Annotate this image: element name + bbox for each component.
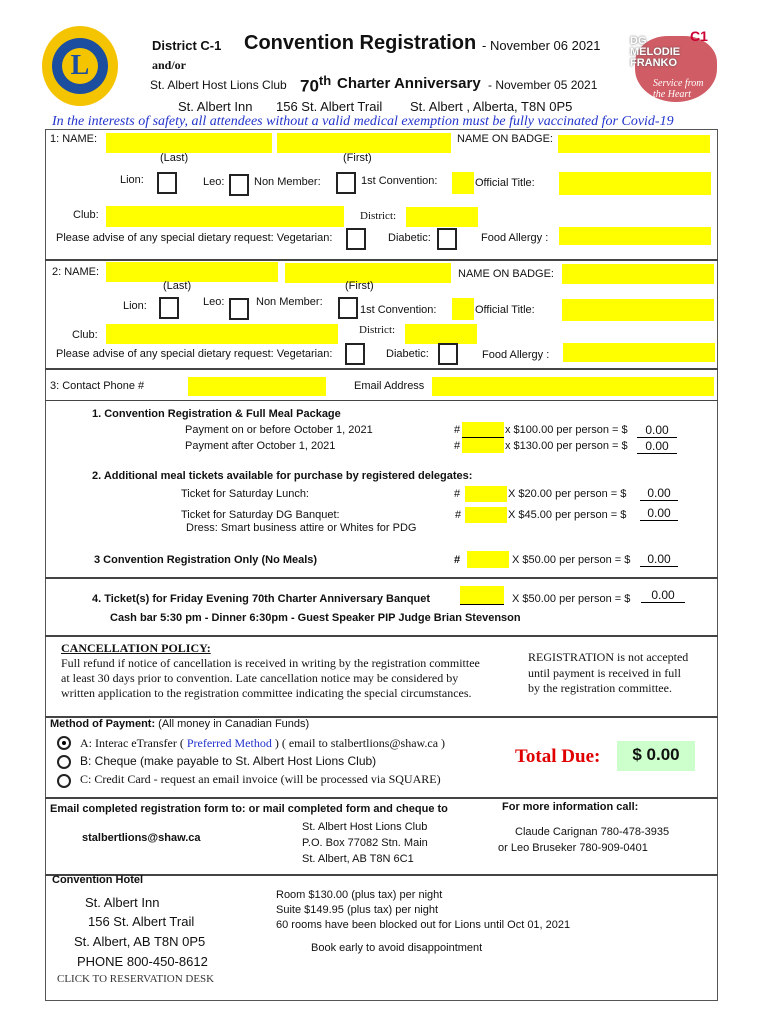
item2b-qty-input[interactable] — [465, 507, 507, 523]
food-allergy-input[interactable] — [559, 227, 711, 245]
vegetarian-checkbox[interactable] — [345, 343, 365, 365]
payment-option-b: B: Cheque (make payable to St. Albert Host Lions Club) — [80, 754, 377, 768]
official-title-label: Official Title: — [475, 304, 535, 316]
cancellation-title: CANCELLATION POLICY: — [61, 641, 211, 655]
food-allergy-label: Food Allergy : — [482, 349, 550, 361]
hotel-name: St. Albert Inn — [85, 895, 160, 910]
first-convention-label: 1st Convention: — [360, 304, 437, 316]
item2b-total: 0.00 — [640, 506, 678, 521]
item3-qty-input[interactable] — [467, 551, 509, 568]
divider — [45, 577, 718, 579]
cancellation-text: at least 30 days prior to convention. Late cancellation notice may be considered by — [61, 671, 459, 685]
item1b-price: x $130.00 per person = $ — [505, 440, 628, 452]
first-convention-input[interactable] — [452, 172, 474, 194]
dietary-label: Please advise of any special dietary request: Vegetarian: — [56, 348, 333, 360]
email-input[interactable] — [432, 377, 714, 396]
payment-radio-cheque[interactable] — [57, 755, 71, 769]
contact-phone: Claude Carignan 780-478-3935 — [515, 826, 670, 838]
item3-total: 0.00 — [640, 552, 678, 567]
item2a-label: Ticket for Saturday Lunch: — [181, 488, 309, 500]
phone-label: 3: Contact Phone # — [50, 380, 145, 392]
non-member-checkbox[interactable] — [336, 172, 356, 194]
registration-note: REGISTRATION is not accepted — [528, 650, 689, 664]
hotel-address: St. Albert, AB T8N 0P5 — [74, 934, 206, 949]
payment-method-label: Method of Payment: (All money in Canadian Funds) — [50, 718, 310, 730]
anniversary-number: 70th — [300, 73, 332, 96]
info-label: For more information call: — [502, 801, 639, 813]
hotel-label: Convention Hotel — [52, 874, 144, 886]
registration-note: by the registration committee. — [528, 681, 672, 695]
hash: # — [454, 424, 461, 436]
official-title-input[interactable] — [562, 299, 714, 321]
hotel-phone: PHONE 800-450-8612 — [77, 954, 208, 969]
email-label: Email Address — [354, 380, 425, 392]
first-convention-label: 1st Convention: — [361, 175, 438, 187]
banquet-note: Cash bar 5:30 pm - Dinner 6:30pm - Guest Speaker PIP Judge Brian Stevenson — [110, 612, 521, 624]
item1b-qty-input[interactable] — [462, 438, 504, 453]
cancellation-text: written application to the registration committee indicating the special circumstances. — [61, 686, 472, 700]
name-label: 1: NAME: — [50, 133, 98, 145]
anniversary-title: Charter Anniversary — [337, 75, 481, 92]
divider — [45, 797, 718, 799]
club-label: Club: — [73, 209, 99, 221]
badge-name-input[interactable] — [558, 135, 710, 153]
lion-checkbox[interactable] — [157, 172, 177, 194]
item4-price: X $50.00 per person = $ — [512, 593, 631, 605]
dg-heart-logo: DG MELODIE FRANKO C1 Service from the Heart — [625, 28, 725, 108]
non-member-label: Non Member: — [256, 296, 323, 308]
book-early: Book early to avoid disappointment — [311, 942, 483, 954]
mail-address: St. Albert, AB T8N 6C1 — [302, 853, 414, 865]
mail-address: P.O. Box 77082 Stn. Main — [302, 837, 428, 849]
badge-label: NAME ON BADGE: — [457, 133, 553, 145]
non-member-label: Non Member: — [254, 176, 321, 188]
diabetic-checkbox[interactable] — [437, 228, 457, 250]
item1b-total: 0.00 — [637, 439, 677, 454]
item1a-label: Payment on or before October 1, 2021 — [185, 424, 373, 436]
item2a-price: X $20.00 per person = $ — [508, 488, 627, 500]
item4-total: 0.00 — [641, 588, 685, 603]
convention-date: - November 06 2021 — [482, 38, 601, 53]
leo-checkbox[interactable] — [229, 298, 249, 320]
contact-phone: or Leo Bruseker 780-909-0401 — [498, 842, 648, 854]
venue-city: St. Albert , Alberta, T8N 0P5 — [410, 99, 573, 114]
leo-checkbox[interactable] — [229, 174, 249, 196]
total-due-label: Total Due: — [515, 746, 601, 767]
food-allergy-input[interactable] — [563, 343, 715, 362]
payment-option-c: C: Credit Card - request an email invoice (will be processed via SQUARE) — [80, 772, 441, 786]
item1a-price: x $100.00 per person = $ — [505, 424, 628, 436]
divider — [45, 259, 718, 261]
leo-label: Leo: — [203, 296, 225, 308]
diabetic-label: Diabetic: — [386, 348, 429, 360]
divider — [45, 368, 718, 370]
submission-email[interactable]: stalbertlions@shaw.ca — [82, 832, 201, 844]
district-label: District: — [359, 324, 396, 336]
club-input[interactable] — [106, 324, 338, 344]
item1a-total: 0.00 — [637, 423, 677, 438]
item3-price: X $50.00 per person = $ — [512, 554, 631, 566]
hash: # — [454, 440, 461, 452]
anniversary-date: - November 05 2021 — [488, 78, 598, 92]
lion-label: Lion: — [120, 174, 144, 186]
total-due-value: $ 0.00 — [617, 741, 695, 771]
item4-qty-input[interactable] — [460, 586, 504, 605]
leo-label: Leo: — [203, 176, 225, 188]
last-caption: (Last) — [160, 152, 189, 164]
venue-street: 156 St. Albert Trail — [276, 99, 383, 114]
diabetic-checkbox[interactable] — [438, 343, 458, 365]
reservation-link[interactable]: CLICK TO RESERVATION DESK — [57, 973, 215, 985]
club-label: Club: — [72, 329, 98, 341]
mail-address: St. Albert Host Lions Club — [302, 821, 428, 833]
item1-title: 1. Convention Registration & Full Meal Package — [92, 408, 341, 420]
official-title-label: Official Title: — [475, 177, 535, 189]
venue: St. Albert Inn — [178, 99, 253, 114]
non-member-checkbox[interactable] — [338, 297, 358, 319]
covid-notice: In the interests of safety, all attendees without a valid medical exemption must be fully vaccinated for Covid-19 — [52, 114, 674, 129]
first-caption: (First) — [343, 152, 372, 164]
dietary-label: Please advise of any special dietary request: Vegetarian: — [56, 232, 333, 244]
payment-radio-interac[interactable] — [57, 736, 71, 750]
item2a-qty-input[interactable] — [465, 486, 507, 502]
divider — [45, 635, 718, 637]
payment-option-a: A: Interac eTransfer ( Preferred Method ) ( email to stalbertlions@shaw.ca ) — [80, 736, 446, 750]
item3-title: 3 Convention Registration Only (No Meals) — [94, 554, 318, 566]
dress-note: Dress: Smart business attire or Whites for PDG — [186, 522, 417, 534]
first-convention-input[interactable] — [452, 298, 474, 320]
badge-name-input[interactable] — [562, 264, 714, 284]
room-rate: Room $130.00 (plus tax) per night — [276, 889, 443, 901]
diabetic-label: Diabetic: — [388, 232, 431, 244]
district-label: District: — [360, 210, 397, 222]
lion-label: Lion: — [123, 300, 147, 312]
hash: # — [454, 554, 461, 566]
item1b-label: Payment after October 1, 2021 — [185, 440, 336, 452]
district-input[interactable] — [405, 324, 477, 344]
hash: # — [455, 509, 462, 521]
lions-logo: L — [42, 26, 118, 106]
payment-radio-credit[interactable] — [57, 774, 71, 788]
first-caption: (First) — [345, 280, 374, 292]
badge-label: NAME ON BADGE: — [458, 268, 554, 280]
lion-checkbox[interactable] — [159, 297, 179, 319]
last-caption: (Last) — [163, 280, 192, 292]
page-title: Convention Registration — [244, 32, 477, 54]
name-label: 2: NAME: — [52, 266, 100, 278]
last-name-input[interactable] — [106, 262, 278, 282]
hotel-address: 156 St. Albert Trail — [88, 914, 195, 929]
cancellation-text: Full refund if notice of cancellation is received in writing by the registration committee — [61, 656, 480, 670]
item2b-label: Ticket for Saturday DG Banquet: — [181, 509, 340, 521]
last-name-input[interactable] — [106, 133, 272, 153]
item2-title: 2. Additional meal tickets available for purchase by registered delegates: — [92, 470, 473, 482]
item4-title: 4. Ticket(s) for Friday Evening 70th Charter Anniversary Banquet — [92, 593, 431, 605]
rooms-blocked: 60 rooms have been blocked out for Lions until Oct 01, 2021 — [276, 919, 571, 931]
district-input[interactable] — [406, 207, 478, 227]
club-input[interactable] — [106, 206, 344, 227]
host-club: St. Albert Host Lions Club — [150, 78, 287, 92]
suite-rate: Suite $149.95 (plus tax) per night — [276, 904, 439, 916]
hash: # — [454, 488, 461, 500]
food-allergy-label: Food Allergy : — [481, 232, 549, 244]
first-name-input[interactable] — [277, 133, 451, 153]
official-title-input[interactable] — [559, 172, 711, 195]
district-label: District C-1 — [152, 38, 222, 53]
and-or: and/or — [152, 58, 187, 72]
item1a-qty-input[interactable] — [462, 422, 504, 438]
divider — [45, 400, 718, 401]
vegetarian-checkbox[interactable] — [346, 228, 366, 250]
item2a-total: 0.00 — [640, 486, 678, 501]
phone-input[interactable] — [188, 377, 326, 396]
item2b-price: X $45.00 per person = $ — [508, 509, 627, 521]
email-instruction: Email completed registration form to: or mail completed form and cheque to — [50, 803, 448, 815]
registration-note: until payment is received in full — [528, 666, 681, 680]
divider — [45, 874, 718, 876]
